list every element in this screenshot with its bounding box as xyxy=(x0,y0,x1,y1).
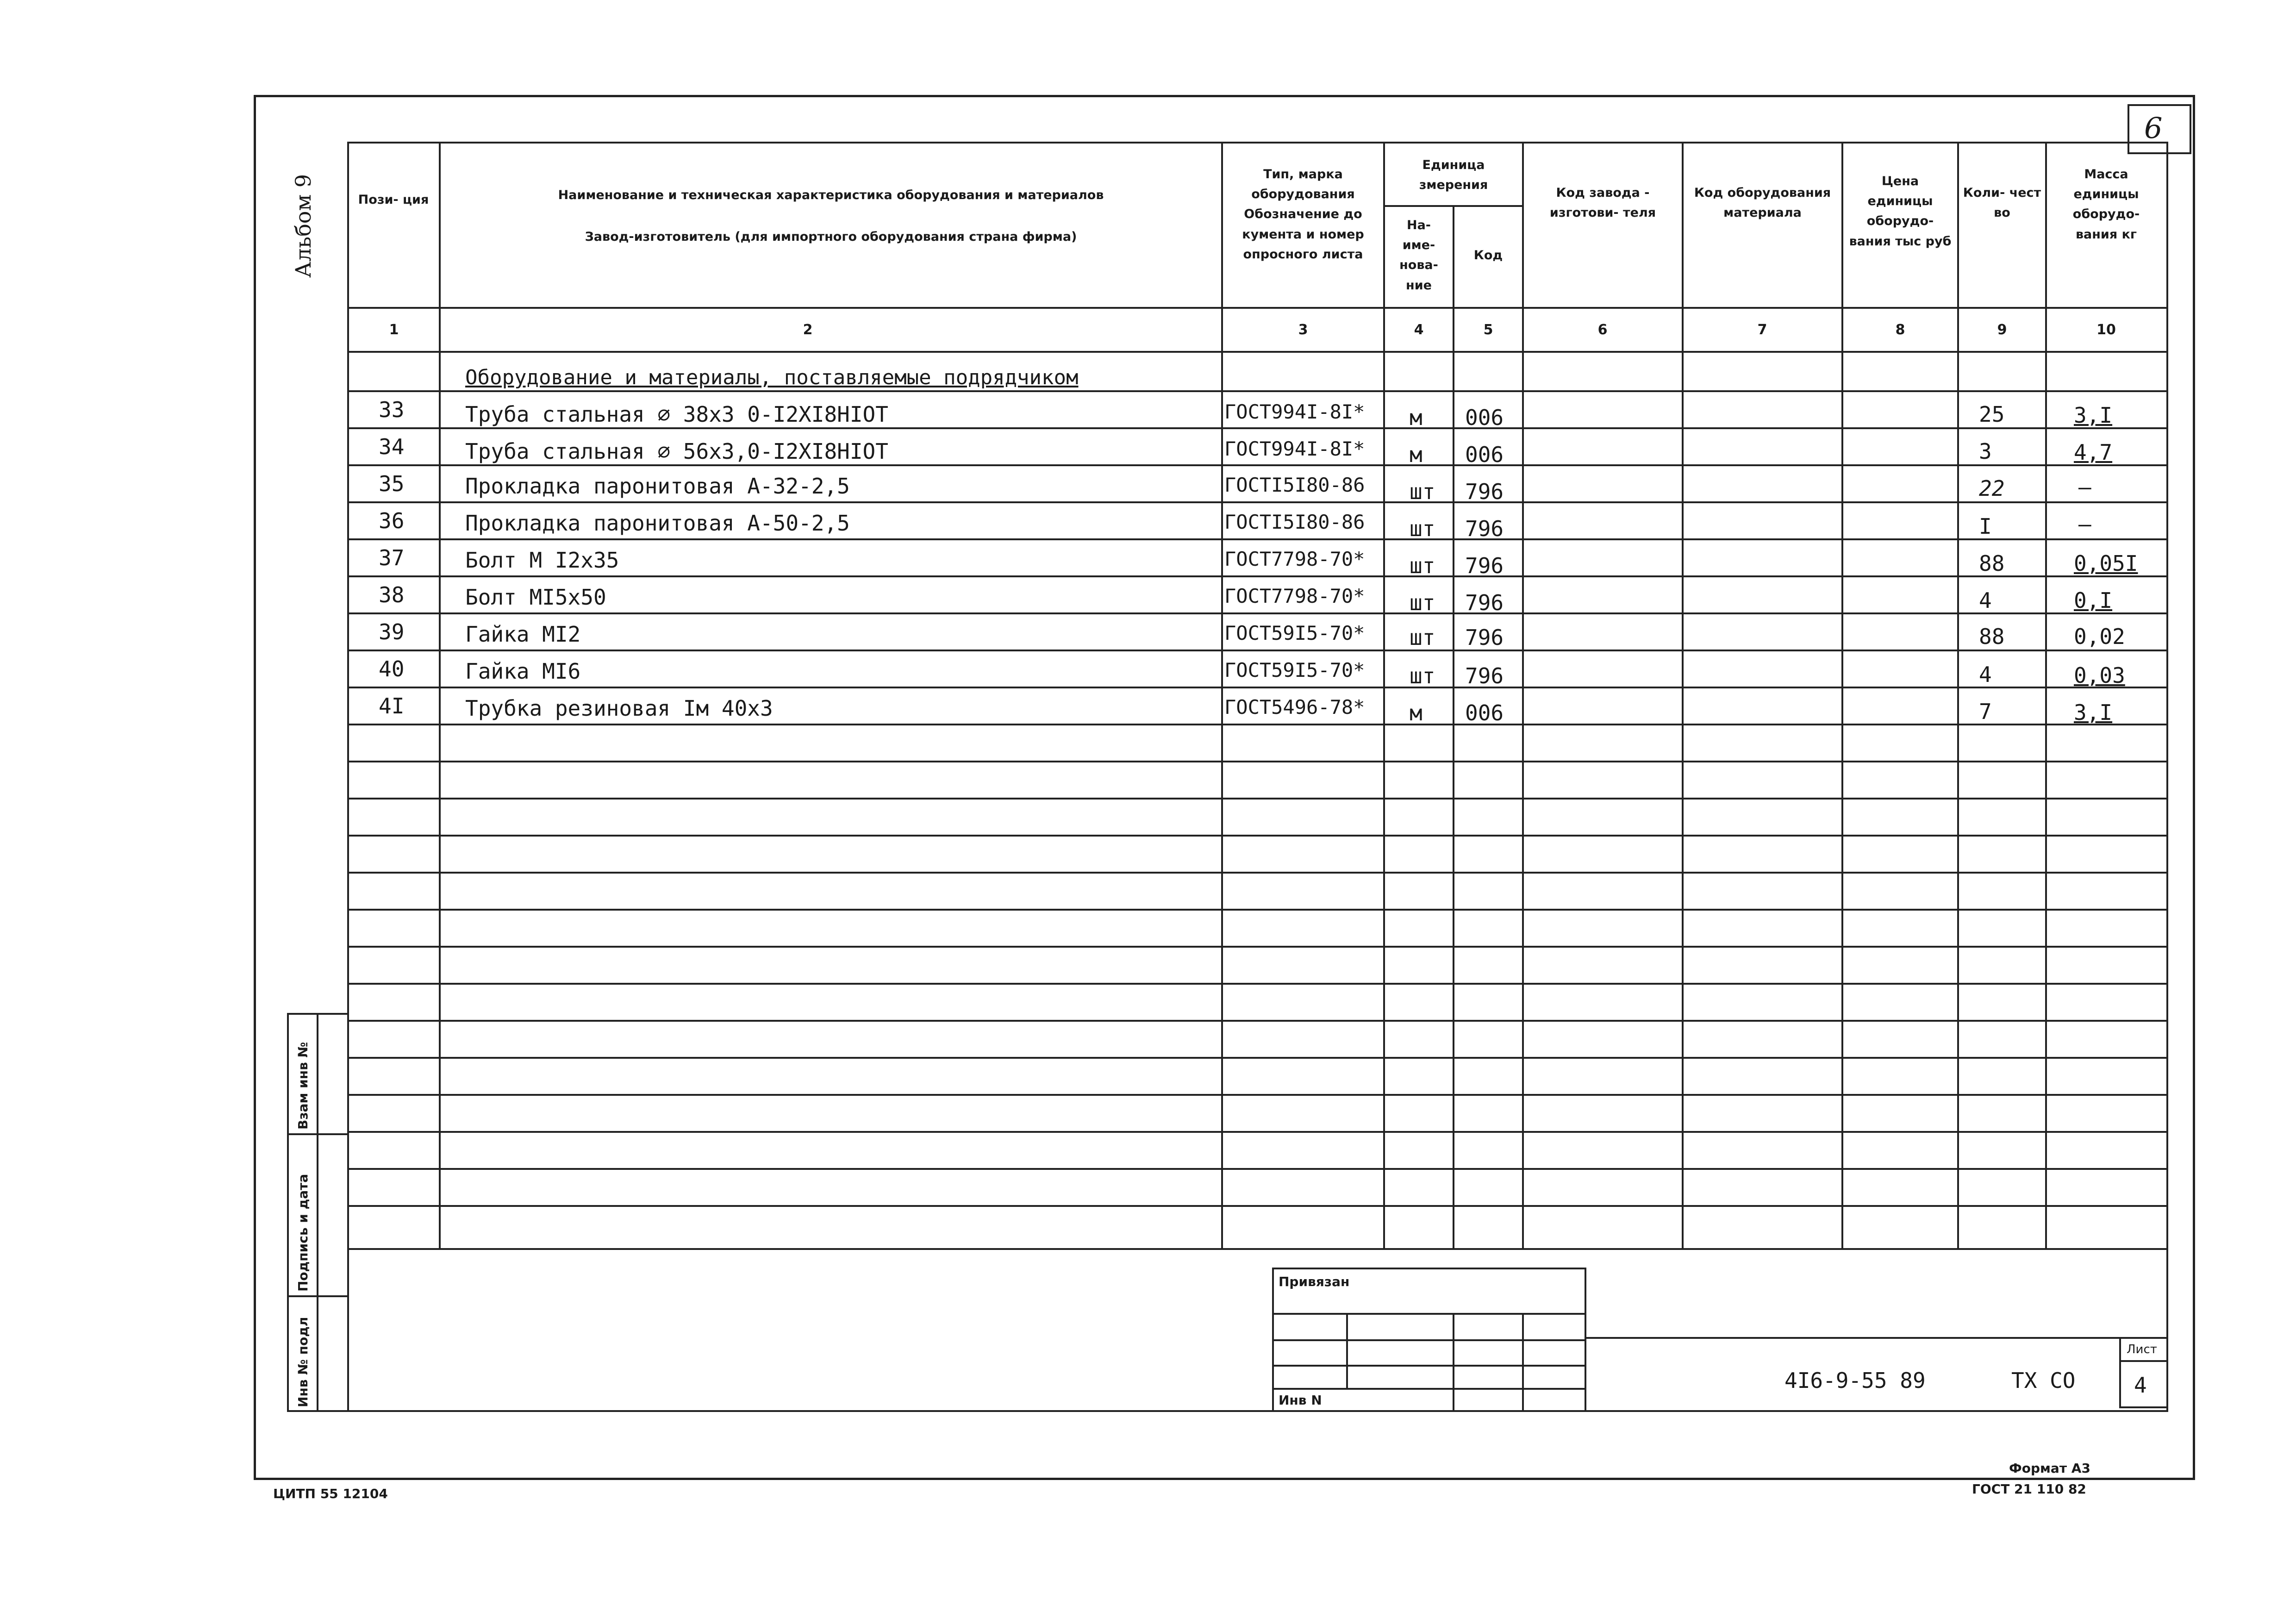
row-unit: шт xyxy=(1410,625,1435,650)
row-document: ГОСТ7798-70* xyxy=(1224,585,1365,607)
col-number-1: 1 xyxy=(389,322,399,338)
row-name: Болт МI5х50 xyxy=(465,585,606,610)
list-label: Лист xyxy=(2127,1343,2157,1356)
row-quantity: 4 xyxy=(1979,662,1992,687)
header-name-line1: Наименование и техническая характеристика оборудования и материалов xyxy=(558,188,1104,202)
row-quantity: 3 xyxy=(1979,439,1992,464)
row-quantity: 88 xyxy=(1979,624,2005,649)
row-document: ГОСТI5I80-86 xyxy=(1224,511,1365,533)
col-number-10: 10 xyxy=(2096,322,2116,338)
row-unit-code: 006 xyxy=(1465,442,1504,467)
row-position: 38 xyxy=(379,582,405,607)
header-position: Пози- ция xyxy=(358,193,429,207)
row-position: 40 xyxy=(379,656,405,681)
header-plant-code: Код завода - изготови- теля xyxy=(1549,186,1656,220)
row-name: Прокладка паронитовая А-50-2,5 xyxy=(465,511,850,536)
row-unit: шт xyxy=(1410,516,1435,541)
row-position: 33 xyxy=(379,397,405,422)
row-quantity: 22 xyxy=(1979,476,2005,501)
row-unit-code: 796 xyxy=(1465,625,1504,650)
section-title: Оборудование и материалы, поставляемые подрядчиком xyxy=(465,366,1079,389)
document-code: 4I6-9-55 89 xyxy=(1784,1368,1926,1393)
row-mass: – xyxy=(2078,475,2091,500)
row-mass: 0,02 xyxy=(2074,624,2125,649)
row-quantity: 4 xyxy=(1979,588,1992,613)
row-unit: шт xyxy=(1410,663,1435,688)
row-mass: 0,05I xyxy=(2074,551,2138,576)
sheet-corner-number: 6 xyxy=(2144,111,2163,145)
list-number: 4 xyxy=(2134,1373,2147,1398)
header-quantity: Коли- чест во xyxy=(1963,186,2041,220)
col-number-3: 3 xyxy=(1298,322,1308,338)
row-unit: шт xyxy=(1410,553,1435,578)
document-type: ТХ СО xyxy=(2011,1368,2076,1393)
row-quantity: I xyxy=(1979,514,1992,539)
row-document: ГОСТ7798-70* xyxy=(1224,548,1365,570)
row-name: Гайка МI2 xyxy=(465,622,581,647)
header-mass: Масса единицы оборудо- вания кг xyxy=(2072,167,2140,242)
header-unit-code: Код xyxy=(1473,248,1503,262)
row-position: 4I xyxy=(379,693,405,718)
row-mass: 3,I xyxy=(2074,403,2113,428)
row-unit-code: 796 xyxy=(1465,663,1504,688)
col-number-9: 9 xyxy=(1997,322,2007,338)
col-number-4: 4 xyxy=(1414,322,1424,338)
row-name: Прокладка паронитовая А-32-2,5 xyxy=(465,474,850,499)
row-quantity: 7 xyxy=(1979,699,1992,724)
row-unit: шт xyxy=(1410,479,1435,504)
row-unit-code: 006 xyxy=(1465,405,1504,430)
side-label-signature-date: Подпись и дата xyxy=(295,1174,311,1292)
row-document: ГОСТ994I-8I* xyxy=(1224,400,1365,423)
row-unit-code: 796 xyxy=(1465,590,1504,615)
row-mass: 0,03 xyxy=(2074,663,2125,688)
col-number-5: 5 xyxy=(1483,322,1493,338)
col-number-6: 6 xyxy=(1597,322,1608,338)
footer-format: Формат А3 xyxy=(2009,1461,2090,1476)
row-unit-code: 796 xyxy=(1465,553,1504,578)
header-price: Цена единицы оборудо- вания тыс руб xyxy=(1849,174,1952,249)
header-equipment-code: Код оборудования материала xyxy=(1694,186,1831,220)
footer-gost: ГОСТ 21 110 82 xyxy=(1972,1481,2086,1497)
row-name: Гайка МI6 xyxy=(465,659,581,684)
stamp-inv-number: Инв N xyxy=(1279,1393,1322,1408)
row-unit-code: 006 xyxy=(1465,700,1504,725)
row-unit: м xyxy=(1410,405,1423,430)
row-name: Труба стальная ∅ 56х3,0-I2XI8HIOT xyxy=(465,439,888,464)
row-name: Труба стальная ∅ 38х3 0-I2XI8HIOT xyxy=(465,402,888,427)
row-document: ГОСТ59I5-70* xyxy=(1224,622,1365,644)
row-mass: 3,I xyxy=(2074,700,2113,725)
row-name: Трубка резиновая Iм 40х3 xyxy=(465,696,773,721)
row-quantity: 88 xyxy=(1979,551,2005,576)
row-position: 37 xyxy=(379,545,405,570)
row-unit: шт xyxy=(1410,590,1435,615)
row-document: ГОСТ59I5-70* xyxy=(1224,659,1365,681)
col-number-2: 2 xyxy=(803,322,813,338)
row-mass: 0,I xyxy=(2074,588,2113,613)
side-label-original-inv: Инв № подл xyxy=(295,1317,311,1407)
row-position: 35 xyxy=(379,471,405,496)
footer-tsitp: ЦИТП 55 12104 xyxy=(273,1486,388,1501)
row-unit: м xyxy=(1410,442,1423,467)
row-name: Болт М I2х35 xyxy=(465,548,619,573)
row-mass: 4,7 xyxy=(2074,440,2113,465)
row-unit: м xyxy=(1410,700,1423,725)
row-unit-code: 796 xyxy=(1465,516,1504,541)
side-label-replaced-inv: Взам инв № xyxy=(295,1042,311,1130)
row-quantity: 25 xyxy=(1979,402,2005,427)
row-mass: – xyxy=(2078,512,2091,537)
row-position: 34 xyxy=(379,434,405,459)
row-position: 36 xyxy=(379,508,405,533)
row-document: ГОСТI5I80-86 xyxy=(1224,474,1365,496)
header-unit-name: На- име- нова- ние xyxy=(1399,218,1438,293)
header-name-line2: Завод-изготовитель (для импортного оборудования страна фирма) xyxy=(585,230,1077,244)
col-number-7: 7 xyxy=(1757,322,1767,338)
album-label: Альбом 9 xyxy=(291,174,316,278)
row-document: ГОСТ994I-8I* xyxy=(1224,437,1365,460)
header-type: Тип, марка оборудования Обозначение до кумента и номер опросного листа xyxy=(1242,167,1364,262)
header-unit-group: Единица змерения xyxy=(1419,158,1488,193)
row-unit-code: 796 xyxy=(1465,479,1504,504)
row-position: 39 xyxy=(379,619,405,644)
stamp-privyazan: Привязан xyxy=(1279,1274,1350,1289)
row-document: ГОСТ5496-78* xyxy=(1224,696,1365,718)
col-number-8: 8 xyxy=(1895,322,1905,338)
